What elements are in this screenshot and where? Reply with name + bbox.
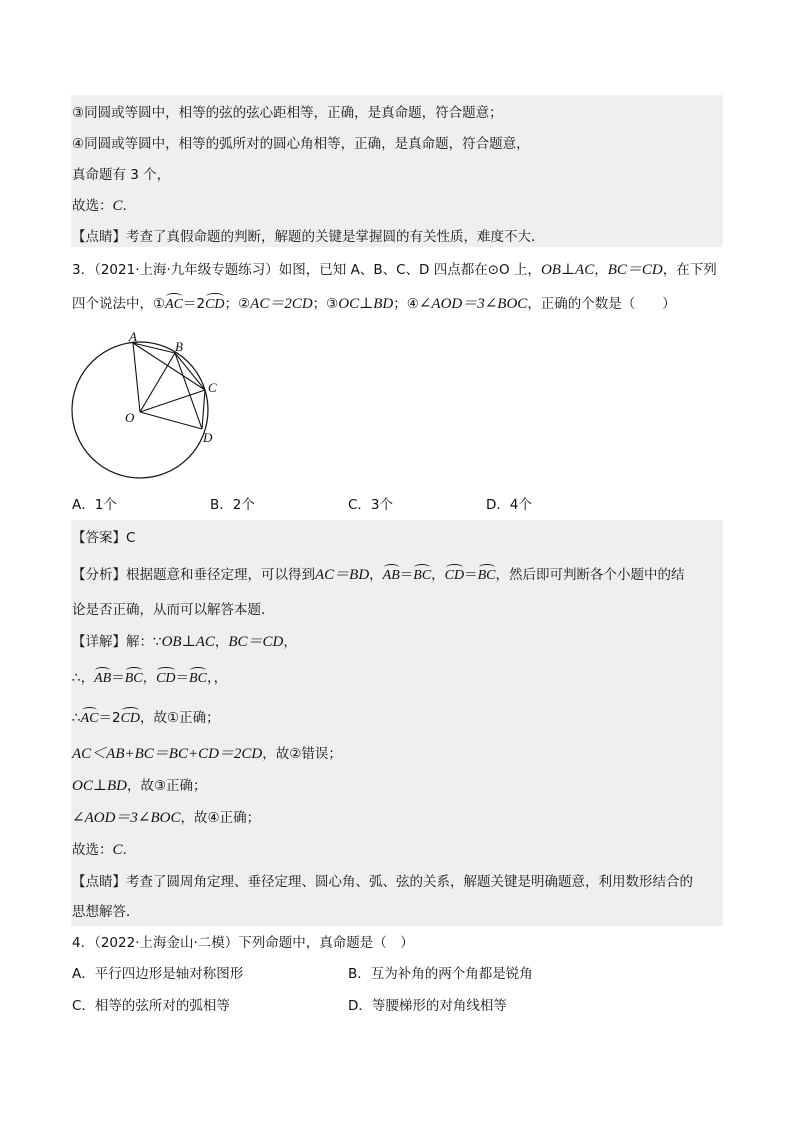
segment-ac <box>133 343 205 390</box>
arc-cd: CD <box>205 295 224 315</box>
statement2: AC＝2CD <box>250 296 313 312</box>
q3-stem-part2: ，在下列 <box>662 262 717 278</box>
prev-solution-line4: ④同圆或等圆中，相等的弧所对的圆心角相等，正确，是真命题，符合题意， <box>72 136 530 152</box>
label-d: D <box>203 430 213 445</box>
q4-stem <box>72 933 414 953</box>
q4-option-b[interactable]: B．互为补角的两个角都是锐角 <box>348 966 533 982</box>
conc3-suffix: ，故③正确； <box>126 778 207 794</box>
prev-solution-count: 真命题有 3 个， <box>72 167 171 183</box>
statement3-mark: ③ <box>326 296 339 312</box>
arc-ac: AC <box>81 709 99 729</box>
label-o: O <box>125 410 135 425</box>
arc-cd: CD <box>156 669 175 689</box>
answer-tag: 【答案】 <box>72 530 126 546</box>
statement4: ∠AOD＝3∠BOC <box>418 296 528 312</box>
q3-cond2: BC＝CD <box>607 262 663 278</box>
analysis-eq: AC＝BD <box>315 567 370 583</box>
detail-b: ， <box>283 634 297 650</box>
prev-solution-comment <box>72 227 545 247</box>
tail-commas: ，， <box>206 670 228 686</box>
choose-suffix: . <box>122 198 127 214</box>
choose-answer: C <box>112 842 123 858</box>
conc4-suffix: ，故④正确； <box>180 810 261 826</box>
statement2-mark: ② <box>238 296 251 312</box>
choose-answer: C <box>112 198 123 214</box>
conc4-expr: ∠AOD＝3∠BOC <box>72 810 181 826</box>
arc-bc: BC <box>189 669 207 689</box>
q3-stem-line2 <box>72 294 676 315</box>
arc-ac: AC <box>165 295 183 315</box>
q3-detail-line4 <box>72 744 342 764</box>
q3-comma: ， <box>594 262 608 278</box>
analysis-tag: 【分析】 <box>72 567 126 583</box>
choose-prefix: 故选： <box>72 842 113 858</box>
therefore-symbol: ∴ <box>72 670 81 686</box>
arc-bc: BC <box>125 669 143 689</box>
q3-line2-suffix: ，正确的个数是（ ） <box>527 296 676 312</box>
statement1-mid: ＝2 <box>183 296 206 312</box>
comment-tag: 【点睛】 <box>72 229 126 245</box>
conc3-expr: OC⊥BD <box>72 778 127 794</box>
detail-tag: 【详解】 <box>72 634 126 650</box>
conc2-expr: AC＜AB+BC＝BC+CD＝2CD <box>72 746 263 762</box>
therefore-symbol: ∴ <box>72 710 81 726</box>
analysis-b: ， <box>369 567 383 583</box>
detail-b: ， <box>142 670 157 686</box>
q4-option-a[interactable]: A．平行四边形是轴对称图形 <box>72 966 244 982</box>
analysis-c: ，然后即可判断各个小题中的结 <box>495 567 685 583</box>
q3-detail-line3 <box>72 708 220 729</box>
semicolon: ； <box>393 296 407 312</box>
q3-detail-line1 <box>72 632 297 652</box>
eq-sign: ＝ <box>399 567 414 583</box>
q3-option-d[interactable]: D．4个 <box>486 497 532 513</box>
q3-option-c[interactable]: C．3个 <box>348 497 394 513</box>
arc-bc: BC <box>478 566 496 586</box>
q3-answer <box>72 528 135 548</box>
arc-bc: BC <box>413 566 431 586</box>
q3-detail-line5 <box>72 776 207 796</box>
label-c: C <box>208 380 217 395</box>
analysis-a: 根据题意和垂径定理，可以得到 <box>126 567 315 583</box>
q4-source: （2022·上海金山·二模） <box>94 935 239 951</box>
segment-oa <box>133 343 140 412</box>
q3-detail-line6 <box>72 808 260 828</box>
q3-analysis-line1 <box>72 565 685 586</box>
detail-b: ， <box>80 670 95 686</box>
prev-solution-choose <box>72 196 127 216</box>
q3-cond1: OB⊥AC <box>540 262 595 278</box>
q3-source: （2021·上海·九年级专题练习） <box>94 262 279 278</box>
q3-detail-line2 <box>72 668 227 689</box>
statement4-mark: ④ <box>406 296 419 312</box>
q3-stem-line1 <box>72 260 717 280</box>
q4-option-d[interactable]: D．等腰梯形的对角线相等 <box>348 998 507 1014</box>
label-a: A <box>129 330 137 344</box>
q3-comment-line2: 思想解答． <box>72 904 140 920</box>
q4-option-c[interactable]: C．相等的弦所对的弧相等 <box>72 998 230 1014</box>
segment-od <box>140 412 202 429</box>
semicolon: ； <box>224 296 239 312</box>
q3-stem-part1: 如图，已知 A、B、C、D 四点都在⊙O 上， <box>278 262 541 278</box>
q3-option-b[interactable]: B．2个 <box>210 497 255 513</box>
q3-comment-line1 <box>72 872 693 892</box>
arc-ab: AB <box>383 566 400 586</box>
detail-cond1: OB⊥AC <box>161 634 215 650</box>
q3-detail-choose <box>72 840 127 860</box>
detail-cond2: BC＝CD <box>228 634 284 650</box>
prev-solution-line3: ③同圆或等圆中，相等的弦的弦心距相等，正确，是真命题，符合题意； <box>72 105 503 121</box>
comment-text: 考查了真假命题的判断，解题的关键是掌握圆的有关性质，难度不大． <box>126 229 545 245</box>
semicolon: ； <box>312 296 327 312</box>
detail-a: 解：∵ <box>126 634 162 650</box>
statement3: OC⊥BD <box>338 296 394 312</box>
comment-text: 考查了圆周角定理、垂径定理、圆心角、弧、弦的关系，解题关键是明确题意，利用数形结合的 <box>126 874 693 890</box>
arc-ab: AB <box>94 669 111 689</box>
detail-b: ， <box>214 634 229 650</box>
arc-cd: CD <box>445 566 464 586</box>
q3-analysis-line2: 论是否正确，从而可以解答本题． <box>72 602 275 618</box>
comment-tag: 【点睛】 <box>72 874 126 890</box>
answer-value: C <box>126 530 136 546</box>
arc-cd: CD <box>121 709 140 729</box>
choose-suffix: . <box>122 842 127 858</box>
circle-figure <box>65 330 225 480</box>
conc1-suffix: ，故①正确； <box>140 710 220 726</box>
segment-cd <box>202 390 205 429</box>
choose-prefix: 故选： <box>72 198 113 214</box>
conc2-suffix: ，故②错误； <box>262 746 342 762</box>
statement1-mark: ① <box>153 296 166 312</box>
q3-option-a[interactable]: A．1个 <box>72 497 117 513</box>
analysis-b: ， <box>431 567 445 583</box>
q3-line2-prefix: 四个说法中， <box>72 296 153 312</box>
segment-bc <box>175 353 205 390</box>
eq-sign: ＝ <box>464 567 478 583</box>
q4-number: 4． <box>72 935 95 951</box>
eq-sign: ＝ <box>111 670 125 686</box>
q3-number: 3． <box>72 262 95 278</box>
q4-stem-text: 下列命题中，真命题是（ ） <box>238 935 414 951</box>
segment-bd <box>175 353 202 429</box>
eq-sign: ＝ <box>175 670 190 686</box>
conc1-mid: ＝2 <box>98 710 121 726</box>
label-b: B <box>175 339 183 354</box>
segment-ob <box>140 353 175 412</box>
